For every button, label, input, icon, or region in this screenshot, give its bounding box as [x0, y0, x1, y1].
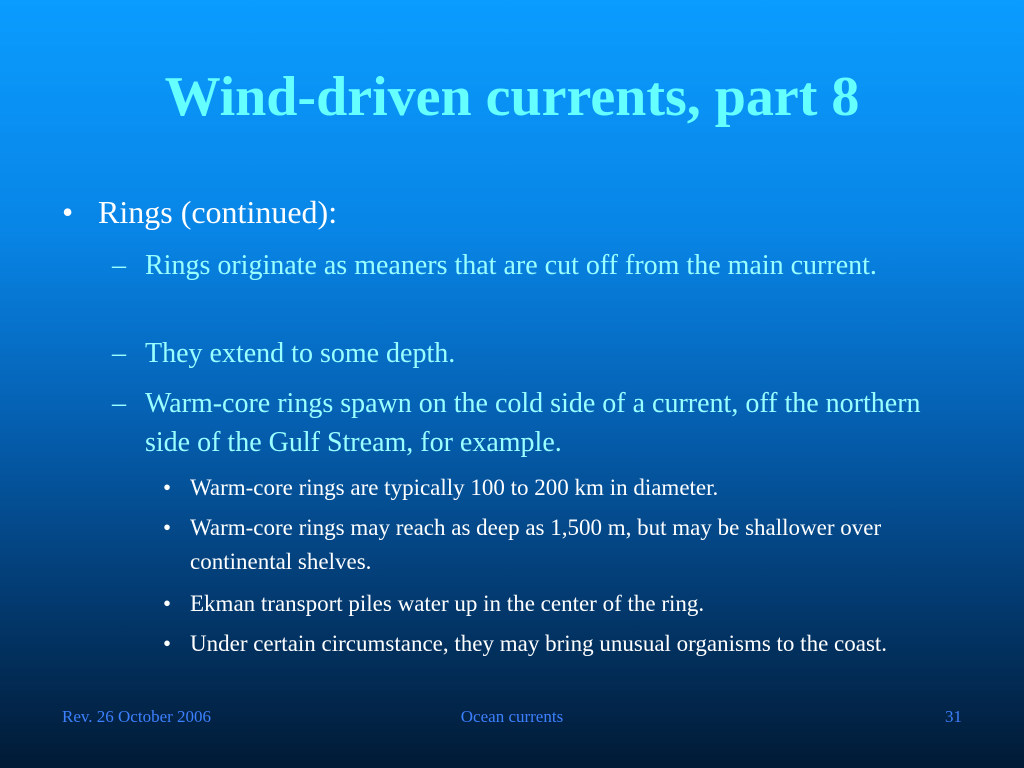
- dot-icon: •: [163, 631, 172, 656]
- bullet-rings-continued: [62, 193, 337, 231]
- dash-icon: –: [112, 338, 126, 369]
- dot-icon: •: [163, 591, 172, 616]
- sub-sub-bullet-text: Under certain circumstance, they may bring unusual organisms to the coast.: [190, 631, 888, 656]
- sub-sub-bullet-text: Warm-core rings may reach as deep as 1,500 m, but may be shallower over continental shelves.: [190, 515, 882, 574]
- sub-sub-bullet-diameter: [163, 471, 953, 505]
- slide-title: Wind-driven currents, part 8: [164, 66, 860, 128]
- footer-date: Rev. 26 October 2006: [62, 707, 212, 726]
- sub-bullet-depth: [112, 334, 942, 373]
- sub-sub-bullet-ekman: [163, 587, 953, 621]
- dot-icon: •: [163, 515, 172, 540]
- dash-icon: –: [112, 250, 126, 281]
- sub-bullet-text: They extend to some depth.: [145, 338, 456, 369]
- sub-bullet-text: Rings originate as meaners that are cut off from the main current.: [145, 250, 877, 281]
- sub-bullet-origin: [112, 246, 942, 285]
- sub-sub-bullet-depth: [163, 511, 953, 579]
- bullet-icon: •: [62, 194, 74, 230]
- sub-sub-bullet-text: Ekman transport piles water up in the center of the ring.: [190, 591, 705, 616]
- dot-icon: •: [163, 475, 172, 500]
- footer-topic: Ocean currents: [460, 707, 564, 726]
- footer-page-number: 31: [945, 707, 962, 726]
- bullet-text: Rings (continued):: [98, 194, 338, 230]
- sub-bullet-text: Warm-core rings spawn on the cold side of a current, off the northern side of the Gulf Stream, for example.: [145, 388, 921, 458]
- dash-icon: –: [112, 388, 126, 419]
- sub-sub-bullet-organisms: [163, 627, 953, 661]
- sub-sub-bullet-text: Warm-core rings are typically 100 to 200 km in diameter.: [190, 475, 719, 500]
- sub-bullet-warm-core: [112, 384, 942, 462]
